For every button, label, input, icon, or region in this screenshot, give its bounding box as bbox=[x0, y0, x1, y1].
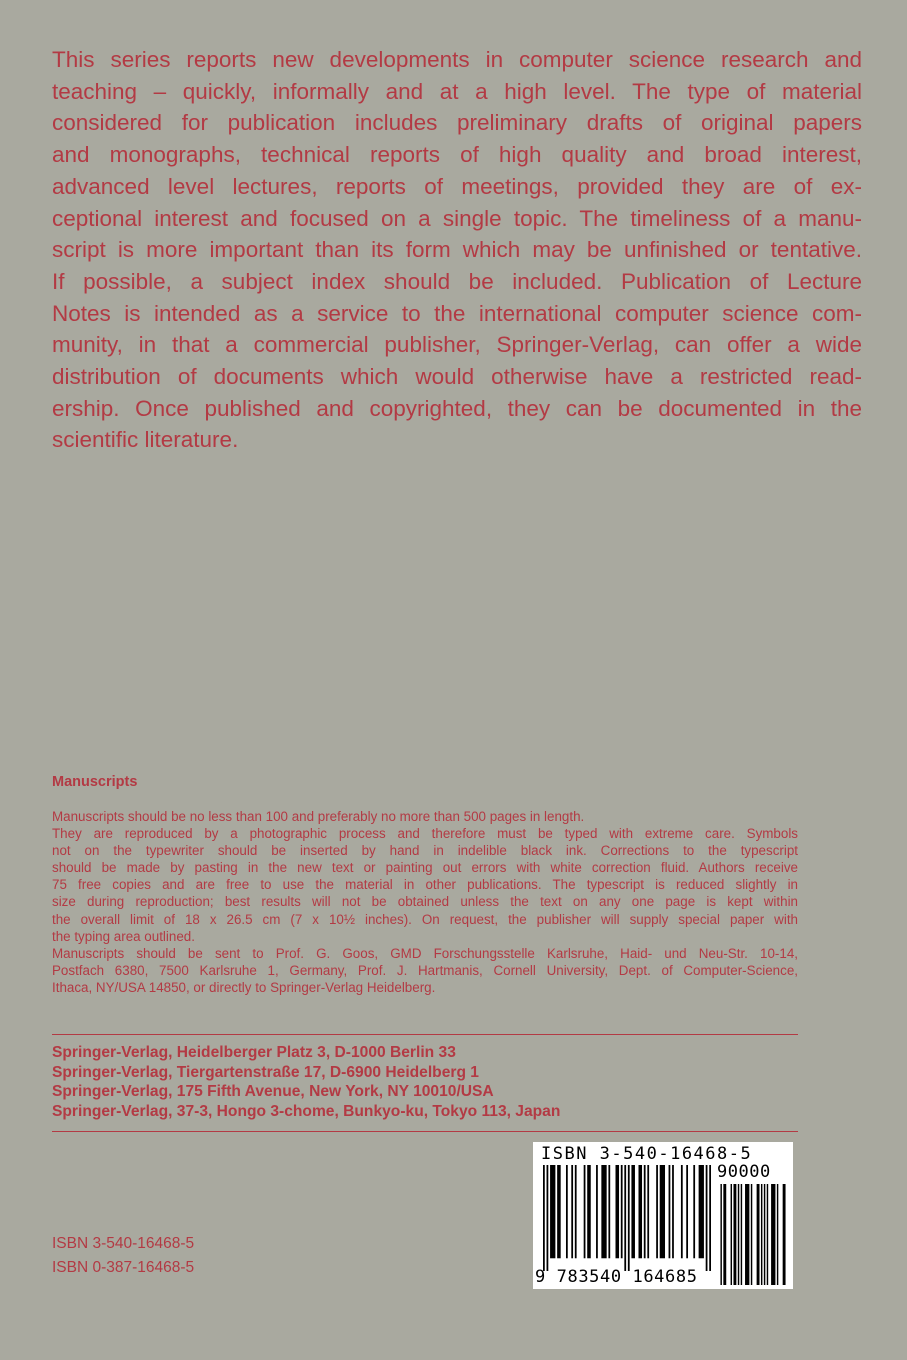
barcode-bar bbox=[731, 1184, 732, 1285]
barcode-bar bbox=[723, 1184, 726, 1285]
address-heidelberg: Springer-Verlag, Tiergartenstraße 17, D-6900 Heidelberg 1 bbox=[52, 1063, 479, 1081]
barcode-bar bbox=[741, 1184, 742, 1285]
barcode-bar bbox=[587, 1165, 591, 1258]
publisher-addresses bbox=[52, 1043, 560, 1121]
barcode-bar bbox=[672, 1165, 674, 1258]
intro-line: distribution of documents which would otherwise have a restricted read- bbox=[52, 364, 862, 390]
address-tokyo: Springer-Verlag, 37-3, Hongo 3-chome, Bunkyo-ku, Tokyo 113, Japan bbox=[52, 1102, 561, 1120]
barcode-bar bbox=[550, 1165, 555, 1258]
barcode-addon-digits: 90000 bbox=[717, 1162, 771, 1182]
intro-line: ceptional interest and focused on a single topic. The timeliness of a manu- bbox=[52, 205, 862, 231]
manuscripts-line: size during reproduction; best results will not be obtained unless the text on any one page is kept within bbox=[52, 894, 798, 910]
barcode-bar bbox=[601, 1165, 606, 1258]
address-berlin: Springer-Verlag, Heidelberger Platz 3, D-1000 Berlin 33 bbox=[52, 1044, 456, 1061]
intro-line: Notes is intended as a service to the international computer science com- bbox=[52, 300, 862, 326]
intro-line: script is more important than its form which may be unfinished or tentative. bbox=[52, 237, 862, 263]
addon-barcode bbox=[719, 1184, 787, 1285]
manuscripts-line: not on the typewriter should be inserted by hand in indelible black ink. Corrections to the typescript bbox=[52, 843, 798, 859]
intro-line: advanced level lectures, reports of meetings, provided they are of ex- bbox=[52, 173, 862, 199]
manuscripts-line: They are reproduced by a photographic process and therefore must be typed with extreme care. Symbols bbox=[52, 826, 798, 842]
isbn-list bbox=[52, 1232, 194, 1280]
intro-line: teaching – quickly, informally and at a high level. The type of material bbox=[52, 78, 862, 104]
barcode-bar bbox=[720, 1184, 721, 1285]
barcode-bar bbox=[761, 1184, 762, 1285]
divider-bottom bbox=[52, 1131, 798, 1132]
barcode-bar bbox=[584, 1165, 586, 1258]
isbn-springer-new-york: ISBN 0-387-16468-5 bbox=[52, 1259, 195, 1276]
intro-line: and monographs, technical reports of high quality and broad interest, bbox=[52, 142, 862, 168]
barcode-bar bbox=[764, 1184, 765, 1285]
manuscripts-line: the overall limit of 18 x 26.5 cm (7 x 10½ inches). On request, the publisher will supply special paper with bbox=[52, 911, 798, 927]
barcode-bar bbox=[647, 1165, 649, 1258]
barcode-bar bbox=[693, 1165, 695, 1258]
barcode-bar bbox=[608, 1165, 610, 1258]
barcode-bar bbox=[686, 1165, 688, 1258]
barcode-bar bbox=[621, 1165, 623, 1258]
barcode-bar bbox=[771, 1184, 775, 1285]
barcode-bar bbox=[557, 1165, 561, 1258]
barcode-bar bbox=[575, 1165, 577, 1258]
barcode-bar bbox=[767, 1184, 768, 1285]
barcode-bar bbox=[706, 1165, 708, 1271]
barcode-bar bbox=[644, 1165, 646, 1258]
barcode-bar bbox=[738, 1184, 739, 1285]
address-new-york: Springer-Verlag, 175 Fifth Avenue, New York, NY 10010/USA bbox=[52, 1083, 494, 1100]
intro-line: If possible, a subject index should be included. Publication of Lecture bbox=[52, 268, 862, 294]
barcode-bar bbox=[777, 1184, 778, 1285]
manuscripts-line: Manuscripts should be no less than 100 and preferably no more than 500 pages in length. bbox=[52, 809, 585, 824]
manuscripts-line: Postfach 6380, 7500 Karlsruhe 1, Germany, Prof. J. Hartmanis, Cornell University, Dept. of Computer-Science, bbox=[52, 962, 798, 978]
barcode-bar bbox=[616, 1165, 620, 1258]
intro-line: This series reports new developments in computer science research and bbox=[52, 47, 862, 72]
barcode-bar bbox=[745, 1184, 749, 1285]
isbn-springer-heidelberg: ISBN 3-540-16468-5 bbox=[52, 1235, 195, 1252]
manuscripts-instructions bbox=[52, 808, 798, 996]
intro-line: scientific literature. bbox=[52, 427, 239, 453]
barcode-ean-digits: 9 783540 164685 bbox=[535, 1267, 698, 1287]
intro-line: ership. Once published and copyrighted, they can be documented in the bbox=[52, 395, 862, 421]
barcode-bar bbox=[566, 1165, 568, 1258]
barcode-bar bbox=[751, 1184, 752, 1285]
intro-line: considered for publication includes preliminary drafts of original papers bbox=[52, 110, 862, 136]
barcode-bar bbox=[709, 1165, 711, 1271]
barcode-bar bbox=[624, 1165, 626, 1271]
series-description bbox=[52, 44, 862, 456]
barcode-bar bbox=[571, 1165, 573, 1258]
barcode-bar bbox=[656, 1165, 658, 1258]
barcode-bar bbox=[596, 1165, 598, 1258]
manuscripts-line: Ithaca, NY/USA 14850, or directly to Springer-Verlag Heidelberg. bbox=[52, 979, 436, 995]
divider-top bbox=[52, 1034, 798, 1035]
manuscripts-line: should be made by pasting in the new text or painting out errors with white correction fluid. Authors receive bbox=[52, 860, 798, 876]
manuscripts-line: 75 free copies and are free to use the material in other publications. The typescript is reduced slightly in bbox=[52, 877, 798, 893]
manuscripts-line: Manuscripts should be sent to Prof. G. Goos, GMD Forschungsstelle Karlsruhe, Haid- und Neu-Str. 10-14, bbox=[52, 945, 798, 961]
intro-line: munity, in that a commercial publisher, Springer-Verlag, can offer a wide bbox=[52, 332, 862, 358]
barcode-bar bbox=[699, 1165, 704, 1258]
barcode-isbn-text: ISBN 3-540-16468-5 bbox=[541, 1144, 753, 1164]
barcode-bar bbox=[733, 1184, 736, 1285]
barcode-bar bbox=[660, 1165, 665, 1258]
manuscripts-line: the typing area outlined. bbox=[52, 928, 195, 944]
barcode-bar bbox=[628, 1165, 630, 1271]
manuscripts-heading: Manuscripts bbox=[52, 774, 138, 790]
barcode-bar bbox=[638, 1165, 642, 1258]
barcode-bar bbox=[681, 1165, 683, 1258]
barcode-bar bbox=[631, 1165, 635, 1258]
barcode-label bbox=[533, 1142, 793, 1289]
barcode-bar bbox=[669, 1165, 671, 1258]
barcode-bar bbox=[783, 1184, 786, 1285]
barcode-bar bbox=[757, 1184, 760, 1285]
ean-barcode bbox=[543, 1165, 711, 1271]
barcode-bar bbox=[547, 1165, 549, 1271]
barcode-bar bbox=[543, 1165, 545, 1271]
